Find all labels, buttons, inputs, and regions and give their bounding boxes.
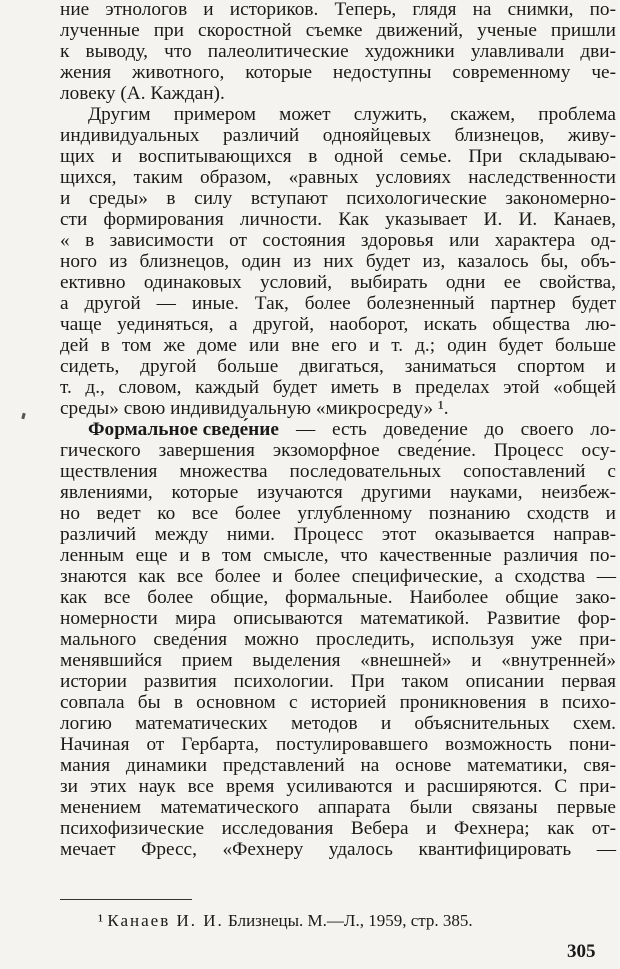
text-line: щихся, таким образом, «равных условиях наследственности: [60, 167, 616, 188]
text-line: менением математического аппарата были связаны первые: [60, 797, 616, 818]
text-line: ективно одинаковых условий, выбирать одни ее свойства,: [60, 272, 616, 293]
footnote-mark: ¹: [98, 911, 104, 930]
text-line: — есть доведение до своего ло-: [296, 419, 616, 440]
text-line: знаются как все более и более специфические, а сходства —: [60, 566, 616, 587]
text-line: « в зависимости от состояния здоровья или характера од-: [60, 230, 616, 251]
text-line: менявшийся прием выделения «внешней» и «внутренней»: [60, 650, 616, 671]
text-line: различий между ними. Процесс этот оказывается направ-: [60, 524, 616, 545]
text-line: логию математических методов и объяснительных схем.: [60, 713, 616, 734]
footnote: [98, 910, 473, 932]
page-number: 305: [567, 941, 596, 962]
margin-mark: [21, 413, 25, 420]
footnote-separator: [60, 899, 192, 900]
text-line: совпала бы в основном с историей проникновения в психо-: [60, 692, 616, 713]
text-line: лученные при скоростной съемке движений, ученые пришли: [60, 20, 616, 41]
text-line: а другой — иные. Так, более болезненный партнер будет: [60, 293, 616, 314]
text-line: явлениями, которые изучаются другими науками, неизбеж-: [60, 482, 616, 503]
text-line: мечает Фресс, «Фехнеру удалось квантифицировать —: [60, 839, 616, 860]
text-line: номерности мира описываются математикой. Развитие фор-: [60, 608, 616, 629]
text-line: т. д., словом, каждый будет иметь в пределах этой «общей: [60, 377, 616, 398]
text-line: Начиная от Гербарта, постулировавшего возможность пони-: [60, 734, 616, 755]
text-line: к выводу, что палеолитические художники улавливали дви-: [60, 41, 616, 62]
text-line: истории развития психологии. При таком описании первая: [60, 671, 616, 692]
text-line: щих и воспитывающихся в одной семье. При складываю-: [60, 146, 616, 167]
text-line: гического завершения экзоморфное сведе́ние. Процесс осу-: [60, 440, 616, 461]
text-line: мания динамики представлений на основе математики, свя-: [60, 755, 616, 776]
text-line: психофизические исследования Вебера и Фехнера; как от-: [60, 818, 616, 839]
text-line: среды» свою индивидуальную «микросреду» ¹.: [60, 398, 449, 419]
text-line: ного из близнецов, один из них будет из, казалось бы, объ-: [60, 251, 616, 272]
text-line: мального сведе́ния можно проследить, используя уже при-: [60, 629, 616, 650]
text-line: ловеку (А. Каждан).: [60, 83, 225, 104]
text-line: как все более общие, формальные. Наиболее общие зако-: [60, 587, 616, 608]
text-line: но ведет ко все более углубленному познанию сходств и: [60, 503, 616, 524]
text-line: чаще уединяться, а другой, наоборот, искать общества лю-: [60, 314, 616, 335]
footnote-author: Канаев И. И.: [107, 911, 224, 930]
footnote-source: Близнецы. М.—Л., 1959, стр. 385.: [228, 911, 473, 930]
text-line: ществления множества последовательных сопоставлений с: [60, 461, 616, 482]
defined-term: Формальное сведе́ние: [88, 419, 279, 440]
text-line: индивидуальных различий однояйцевых близнецов, живу-: [60, 125, 616, 146]
paragraph-start-line: Другим примером может служить, скажем, проблема: [88, 104, 616, 125]
text-line: жения животного, которые недоступны современному че-: [60, 62, 616, 83]
text-line: ленным еще и в том смысле, что качественные различия по-: [60, 545, 616, 566]
text-line: ние этнологов и историков. Теперь, глядя на снимки, по-: [60, 0, 616, 20]
text-line: зи этих наук все время усиливаются и расширяются. С при-: [60, 776, 616, 797]
text-line: дей в том же доме или вне его и т. д.; один будет больше: [60, 335, 616, 356]
text-line: и среды» в силу вступают психологические закономерно-: [60, 188, 616, 209]
text-line: сидеть, другой больше двигаться, заниматься спортом и: [60, 356, 616, 377]
text-line: сти формирования личности. Как указывает И. И. Канаев,: [60, 209, 616, 230]
